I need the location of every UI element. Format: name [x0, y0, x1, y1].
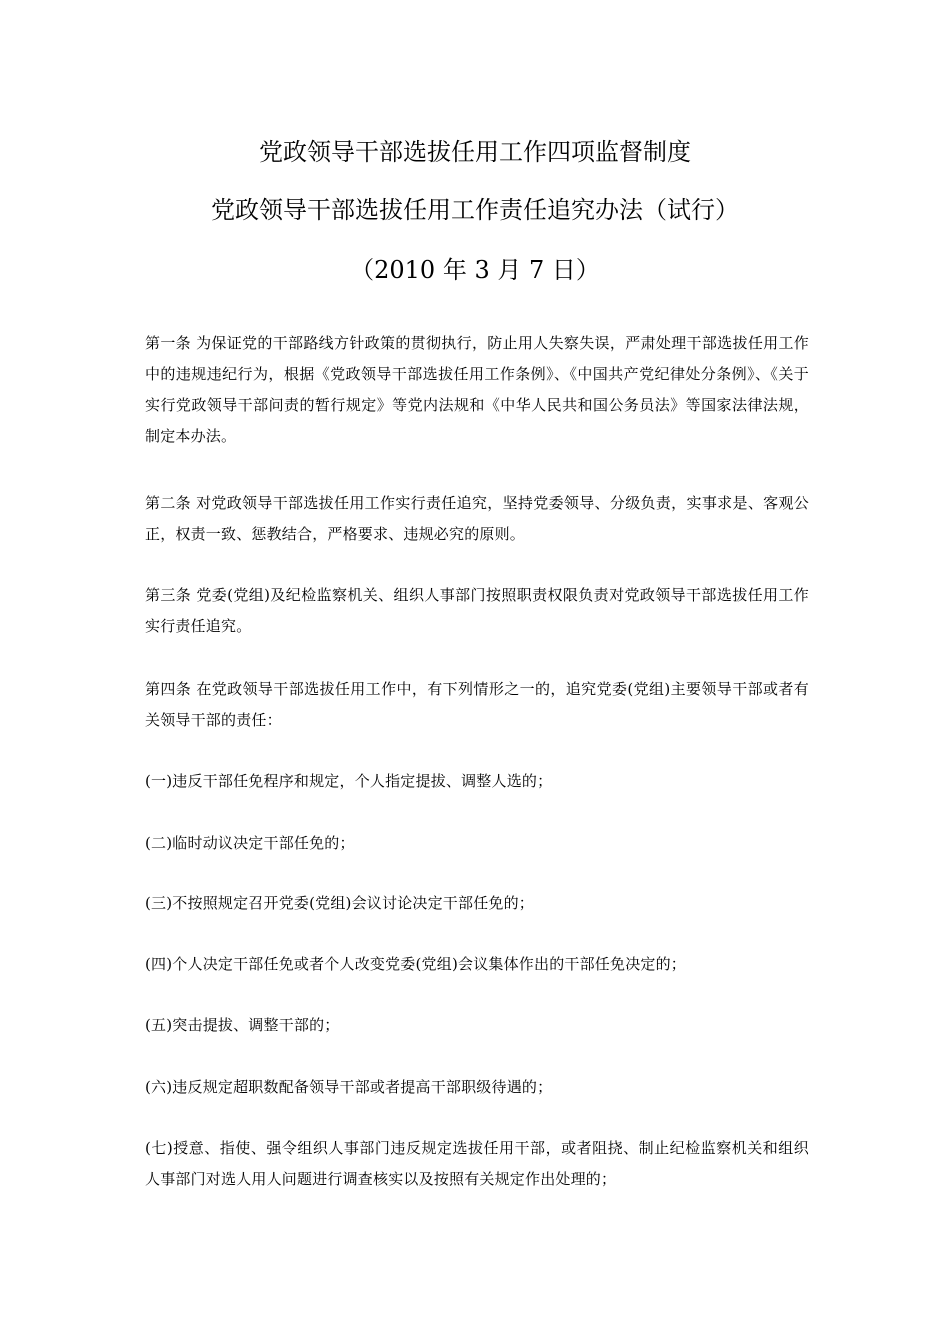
list-item: (三)不按照规定召开党委(党组)会议讨论决定干部任免的； — [145, 894, 535, 912]
list-item: (七)授意、指使、强令组织人事部门违反规定选拔任用干部，或者阻挠、制止纪检监察机关和组织人事部门对选人用人问题进行调查核实以及按照有关规定作出处理的； — [145, 1139, 809, 1188]
list-item: (五)突击提拔、调整干部的； — [145, 1016, 340, 1034]
list-item: (二)临时动议决定干部任免的； — [145, 834, 355, 852]
list-item: (四)个人决定干部任免或者个人改变党委(党组)会议集体作出的干部任免决定的； — [145, 955, 687, 973]
article-2: 第二条 对党政领导干部选拔任用工作实行责任追究，坚持党委领导、分级负责，实事求是、客观公正，权责一致、惩教结合，严格要求、违规必究的原则。 — [145, 494, 809, 543]
list-item: (六)违反规定超职数配备领导干部或者提高干部职级待遇的； — [145, 1078, 553, 1096]
article-4: 第四条 在党政领导干部选拔任用工作中，有下列情形之一的，追究党委(党组)主要领导干部或者有关领导干部的责任： — [145, 680, 809, 729]
document-date: （2010 年 3 月 7 日） — [350, 256, 600, 284]
article-1: 第一条 为保证党的干部路线方针政策的贯彻执行，防止用人失察失误，严肃处理干部选拔任用工作中的违规违纪行为，根据《党政领导干部选拔任用工作条例》、《中国共产党纪律处分条例》、《关于实行党政领导干部问责的暂行规定》等党内法规和《中华人民共和国公务员法》等国家法律法规，制定本办法。 — [145, 334, 809, 445]
document-subtitle: 党政领导干部选拔任用工作责任追究办法（试行） — [211, 196, 739, 224]
list-item: (一)违反干部任免程序和规定，个人指定提拔、调整人选的； — [145, 772, 553, 790]
document-title: 党政领导干部选拔任用工作四项监督制度 — [259, 138, 691, 166]
article-3: 第三条 党委(党组)及纪检监察机关、组织人事部门按照职责权限负责对党政领导干部选拔任用工作实行责任追究。 — [145, 586, 809, 635]
